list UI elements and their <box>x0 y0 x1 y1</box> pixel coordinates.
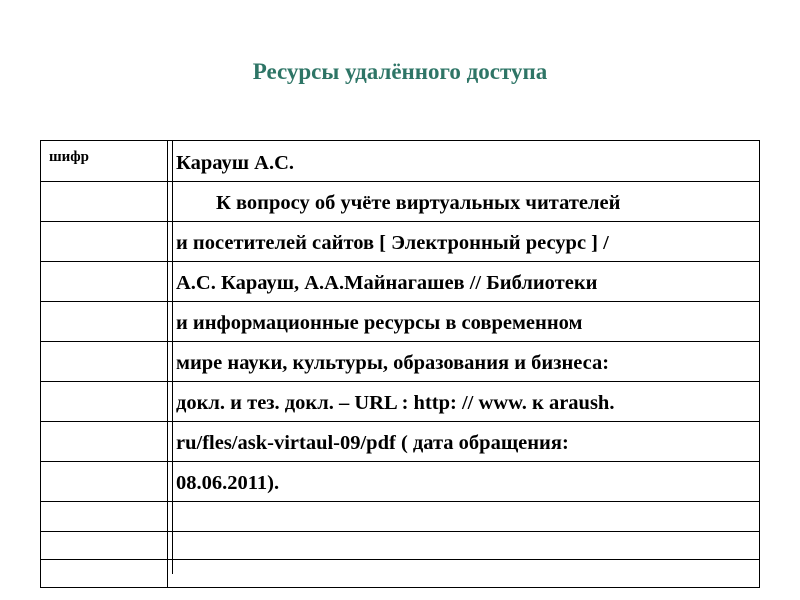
row-divider <box>41 501 759 502</box>
entry-line: ru/fles/ask-virtaul-09/pdf ( дата обращения: <box>176 432 569 454</box>
entry-line: мире науки, культуры, образования и бизнеса: <box>176 352 610 374</box>
row-divider <box>41 531 759 532</box>
entry-line: докл. и тез. докл. – URL : http: // www. к araush. <box>176 392 615 414</box>
cipher-label: шифр <box>49 149 90 165</box>
entry-line: А.С. Карауш, А.А.Майнагашев // Библиотеки <box>176 272 598 294</box>
row-divider <box>41 341 759 342</box>
row-divider <box>41 261 759 262</box>
row-divider <box>41 461 759 462</box>
entry-line: и информационные ресурсы в современном <box>176 312 583 334</box>
row-divider <box>41 381 759 382</box>
entry-line: 08.06.2011). <box>176 472 280 494</box>
row-divider <box>41 301 759 302</box>
indent-guide-line <box>172 140 173 574</box>
row-divider <box>41 221 759 222</box>
row-divider <box>41 559 759 560</box>
entry-line: Карауш А.С. <box>176 152 294 174</box>
row-divider <box>41 181 759 182</box>
row-divider <box>41 421 759 422</box>
entry-line: К вопросу об учёте виртуальных читателей <box>216 192 621 214</box>
entry-line: и посетителей сайтов [ Электронный ресурс ] / <box>176 232 609 254</box>
catalog-card <box>40 140 760 588</box>
page-title: Ресурсы удалённого доступа <box>252 59 548 84</box>
column-divider <box>167 141 168 587</box>
